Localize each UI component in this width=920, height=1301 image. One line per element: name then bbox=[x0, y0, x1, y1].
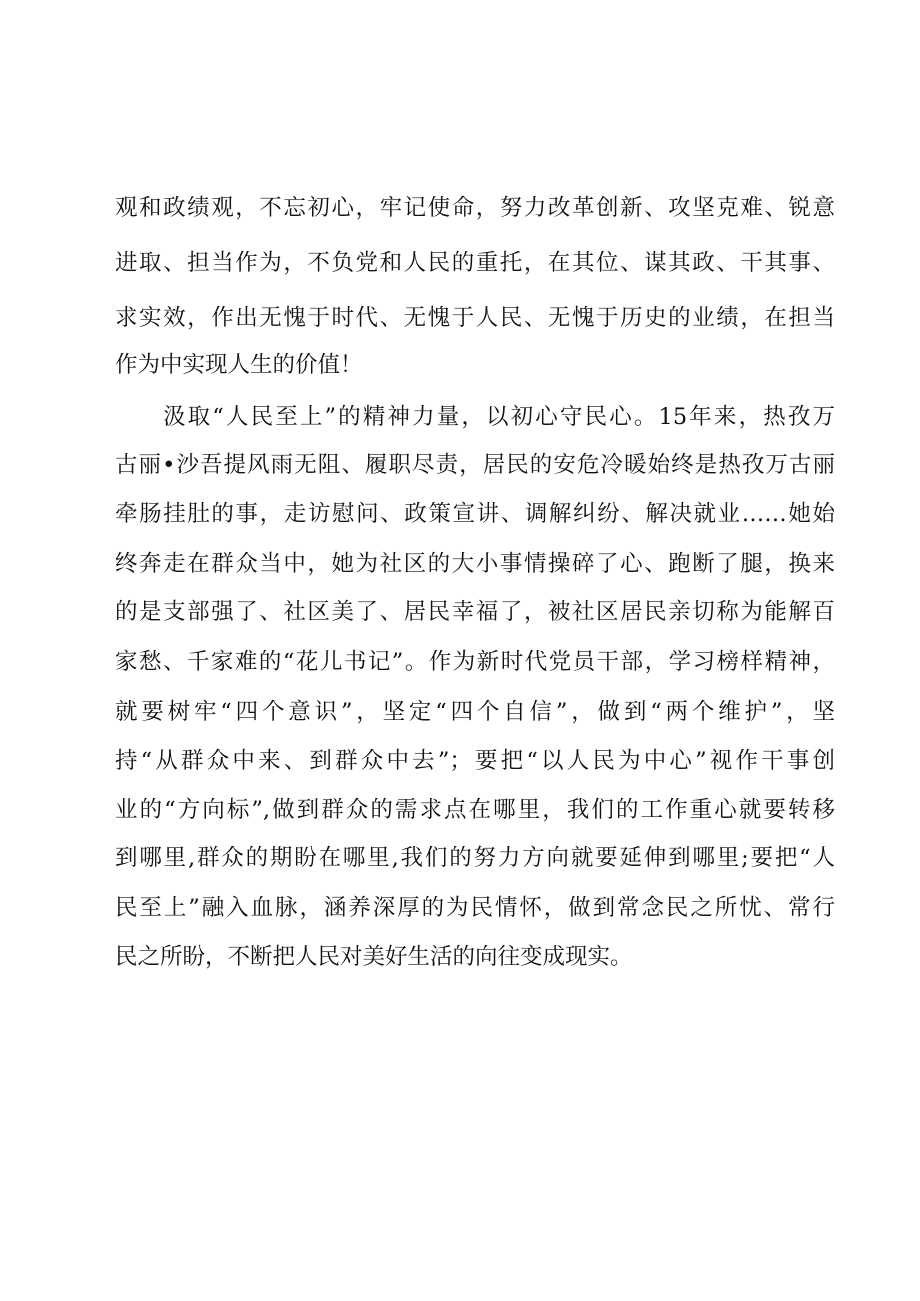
paragraph-2-line-11: 民至上”融入血脉，涵养深厚的为民情怀，做到常念民之所忧、常行 bbox=[115, 895, 835, 921]
paragraph-2-line-3: 牵肠挂肚的事，走访慰问、政策宣讲、调解纠纷、解决就业……她始 bbox=[115, 501, 835, 527]
paragraph-2-line-4: 终奔走在群众当中，她为社区的大小事情操碎了心、跑断了腿，换来 bbox=[115, 551, 835, 577]
paragraph-2-line-8: 持“从群众中来、到群众中去”；要把“以人民为中心”视作干事创 bbox=[115, 748, 835, 774]
paragraph-1-line-2: 进取、担当作为，不负党和人民的重托，在其位、谋其政、干其事、 bbox=[115, 250, 835, 276]
paragraph-2-line-7: 就要树牢“四个意识”，坚定“四个自信”，做到“两个维护”，坚 bbox=[115, 699, 835, 725]
paragraph-1-line-1: 观和政绩观，不忘初心，牢记使命，努力改革创新、攻坚克难、锐意 bbox=[115, 195, 835, 221]
paragraph-2-line-5: 的是支部强了、社区美了、居民幸福了，被社区居民亲切称为能解百 bbox=[115, 599, 835, 625]
paragraph-1-line-4: 作为中实现人生的价值！ bbox=[115, 352, 363, 378]
paragraph-1-line-3: 求实效，作出无愧于时代、无愧于人民、无愧于历史的业绩，在担当 bbox=[115, 305, 835, 331]
paragraph-2-line-12: 民之所盼，不断把人民对美好生活的向往变成现实。 bbox=[115, 944, 633, 970]
paragraph-2-line-2: 古丽•沙吾提风雨无阻、履职尽责，居民的安危冷暖始终是热孜万古丽 bbox=[115, 452, 835, 478]
paragraph-2-line-1: 汲取“人民至上”的精神力量，以初心守民心。15年来，热孜万 bbox=[163, 404, 835, 430]
paragraph-2-line-10: 到哪里,群众的期盼在哪里,我们的努力方向就要延伸到哪里;要把“人 bbox=[115, 845, 835, 871]
paragraph-2-line-9: 业的“方向标”,做到群众的需求点在哪里，我们的工作重心就要转移 bbox=[115, 797, 835, 823]
paragraph-2-line-6: 家愁、千家难的“花儿书记”。作为新时代党员干部，学习榜样精神， bbox=[115, 649, 835, 675]
